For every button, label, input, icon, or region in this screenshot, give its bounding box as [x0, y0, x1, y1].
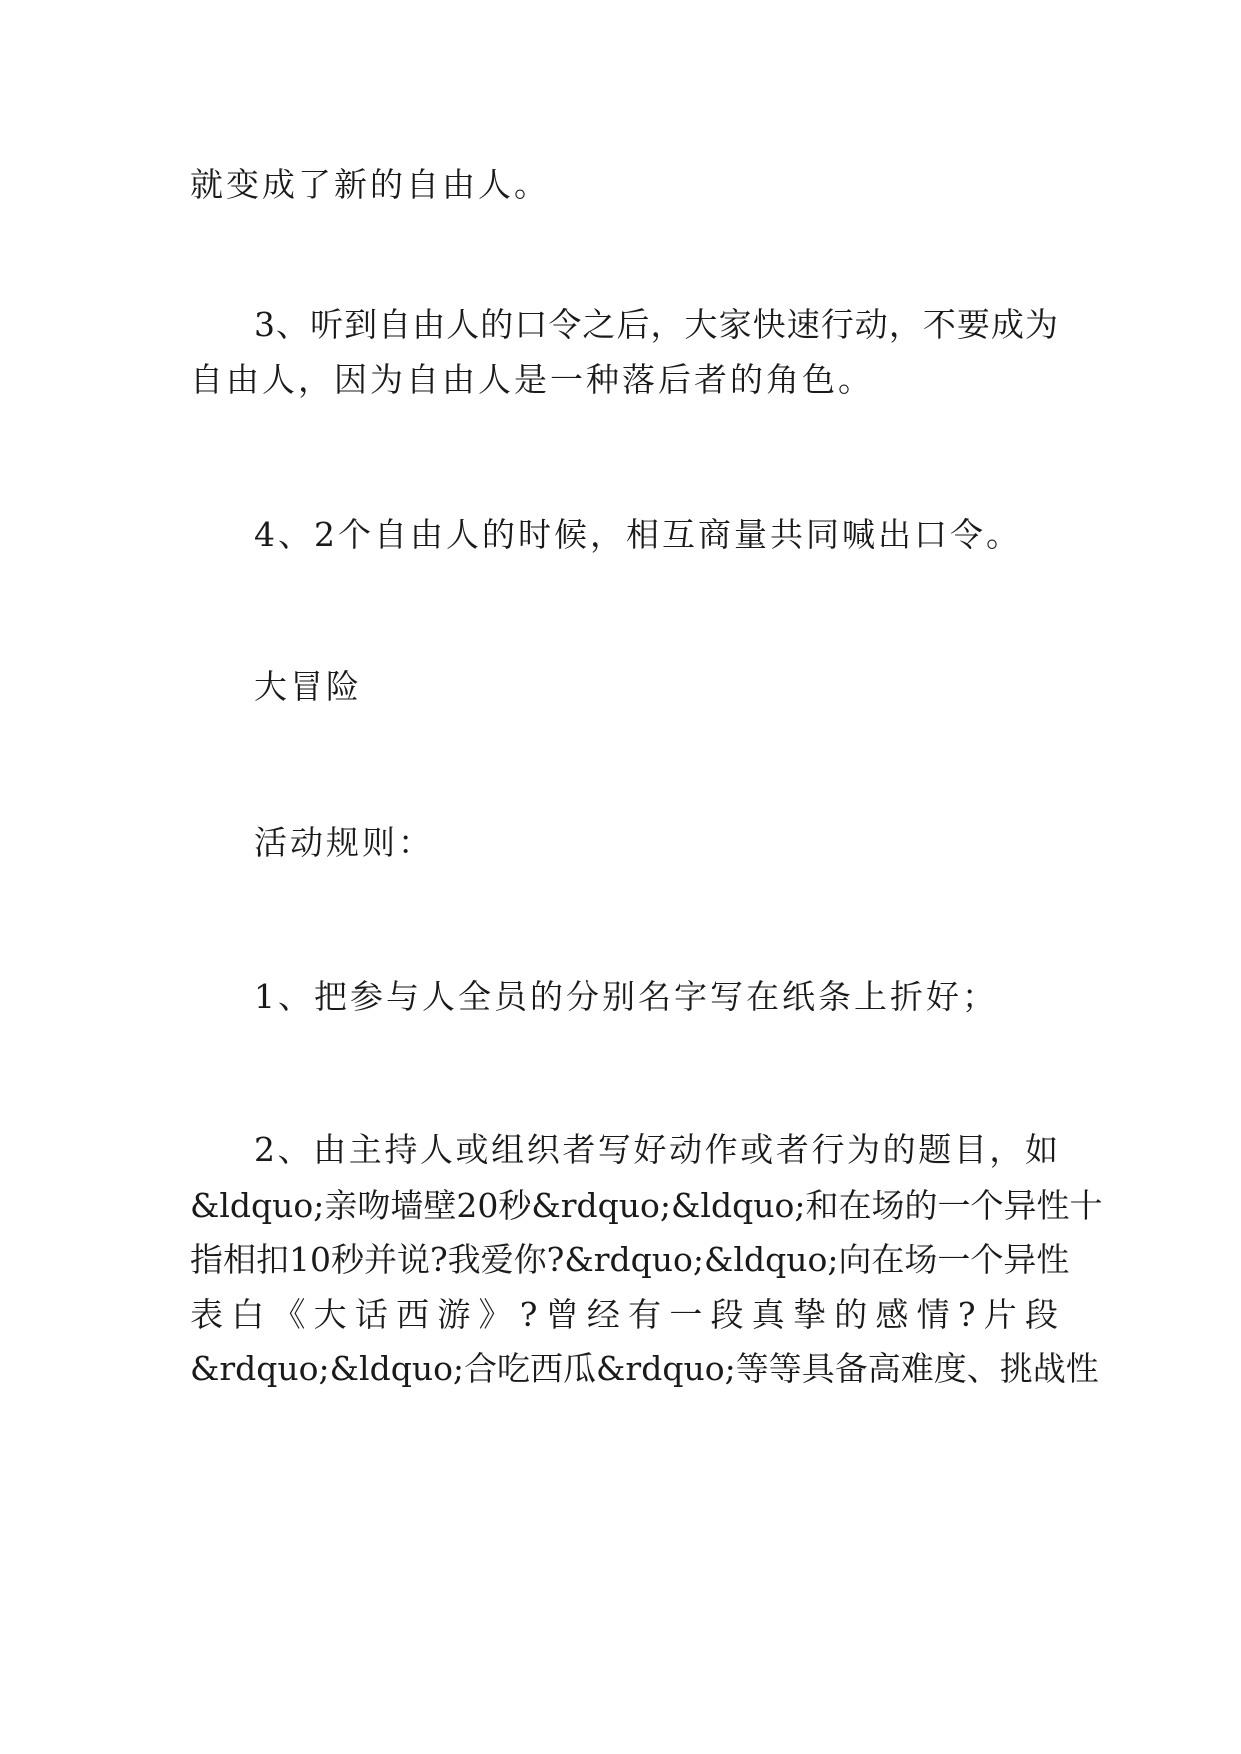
paragraph-line: &rdquo;&ldquo;合吃西瓜&rdquo;等等具备高难度、挑战性: [190, 1349, 1099, 1388]
paragraph-line: 指相扣10秒并说?我爱你?&rdquo;&ldquo;向在场一个异性: [190, 1240, 1070, 1279]
paragraph-line: &ldquo;亲吻墙壁20秒&rdquo;&ldquo;和在场的一个异性十: [190, 1186, 1103, 1225]
rules-heading: 活动规则：: [254, 823, 434, 862]
paragraph-line: 表白《大话西游》?曾经有一段真挚的感情?片段: [190, 1295, 1058, 1334]
paragraph-line: 4、2个自由人的时候，相互商量共同喊出口令。: [254, 515, 1022, 554]
paragraph-line: 1、把参与人全员的分别名字写在纸条上折好；: [254, 977, 998, 1016]
section-heading: 大冒险: [254, 667, 362, 706]
paragraph-line: 就变成了新的自由人。: [190, 165, 550, 204]
paragraph-line: 2、由主持人或组织者写好动作或者行为的题目，如: [254, 1130, 1058, 1169]
paragraph-line: 自由人，因为自由人是一种落后者的角色。: [190, 360, 874, 399]
paragraph-line: 3、听到自由人的口令之后，大家快速行动，不要成为: [254, 305, 1058, 344]
